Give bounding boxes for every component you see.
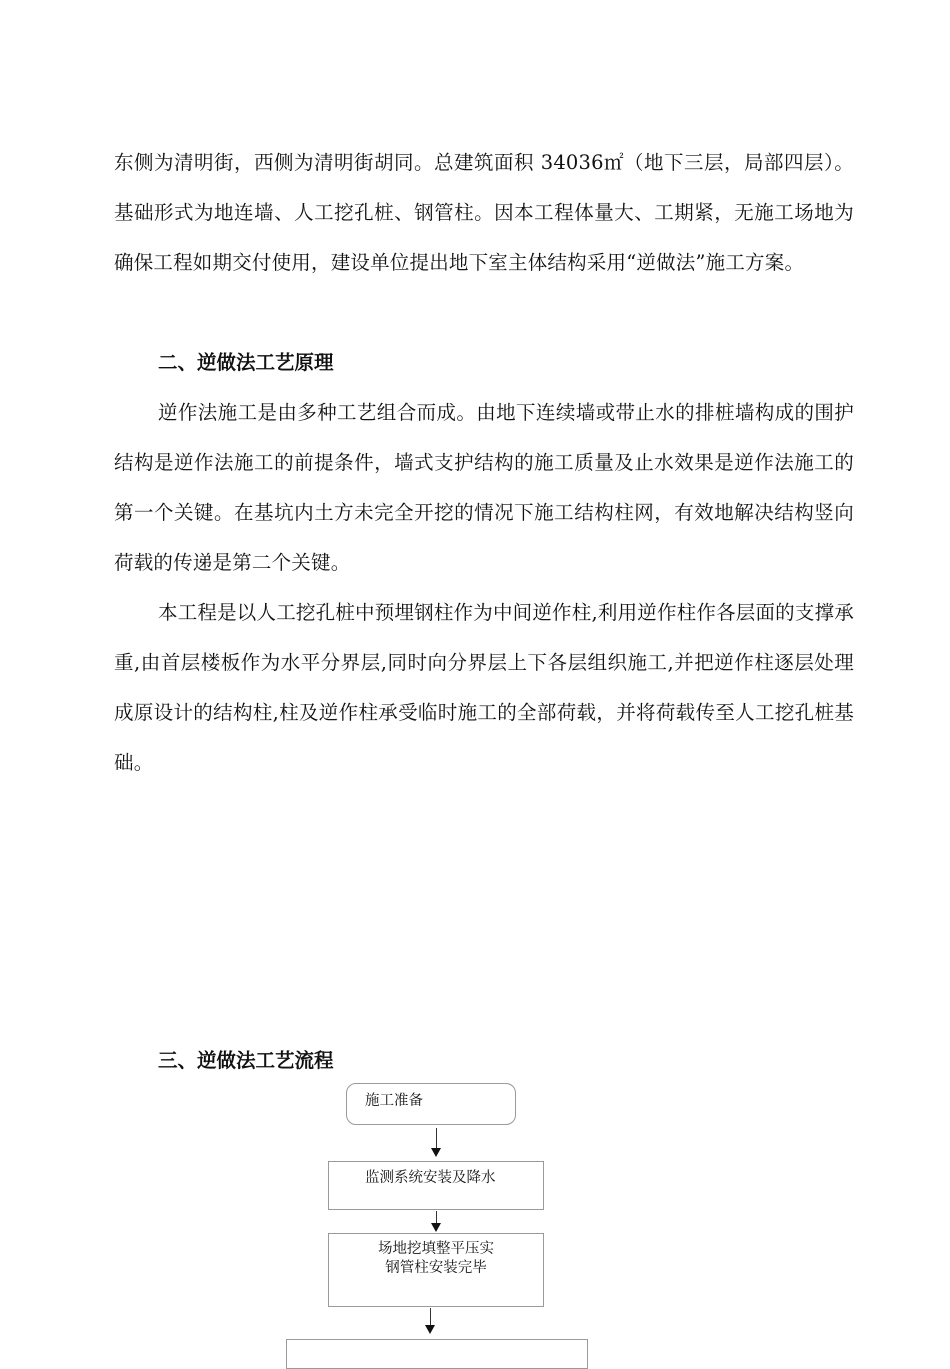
paragraph-principle-text: 逆作法施工是由多种工艺组合而成。由地下连续墙或带止水的排桩墙构成的围护结构是逆作法施工的前提条件，墙式支护结构的施工质量及止水效果是逆作法施工的第一个关键。在基坑内土方未完全开挖的情况下施工结构柱网，有效地解决结构竖向荷载的传递是第二个关键。 (114, 401, 854, 574)
section-heading-process: 三、逆做法工艺流程 (158, 1049, 334, 1072)
section-heading-principle: 二、逆做法工艺原理 (158, 351, 334, 374)
flow-step-preparation (346, 1083, 516, 1125)
flow-step-label: 施工准备 (365, 1093, 423, 1109)
paragraph-project-method-text: 本工程是以人工挖孔桩中预埋钢柱作为中间逆作柱,利用逆作柱作各层面的支撑承重,由首层楼板作为水平分界层,同时向分界层上下各层组织施工,并把逆作柱逐层处理成原设计的结构柱,柱及逆作柱承受临时施工的全部荷载，并将荷载传至人工挖孔桩基础。 (114, 601, 854, 774)
paragraph-principle (114, 388, 854, 588)
arrow-down-icon (425, 1325, 435, 1334)
arrow-down-icon (431, 1148, 441, 1157)
flow-step-site-leveling (328, 1233, 544, 1307)
arrow-down-icon (431, 1223, 441, 1232)
flow-step-label: 监测系统安装及降水 (365, 1170, 496, 1186)
flow-connector (436, 1128, 437, 1150)
flow-step-monitoring (328, 1161, 544, 1210)
flow-step-label: 场地挖填整平压实 钢管柱安装完毕 (378, 1241, 494, 1276)
paragraph-intro (114, 138, 854, 288)
paragraph-project-overview: 东侧为清明街，西侧为清明街胡同。总建筑面积 34036㎡（地下三层，局部四层）。基础形式为地连墙、人工挖孔桩、钢管柱。因本工程体量大、工期紧，无施工场地为确保工程如期交付使用，建设单位提出地下室主体结构采用“逆做法”施工方案。 (114, 151, 854, 274)
flow-connector (430, 1308, 431, 1326)
paragraph-project-method (114, 588, 854, 788)
